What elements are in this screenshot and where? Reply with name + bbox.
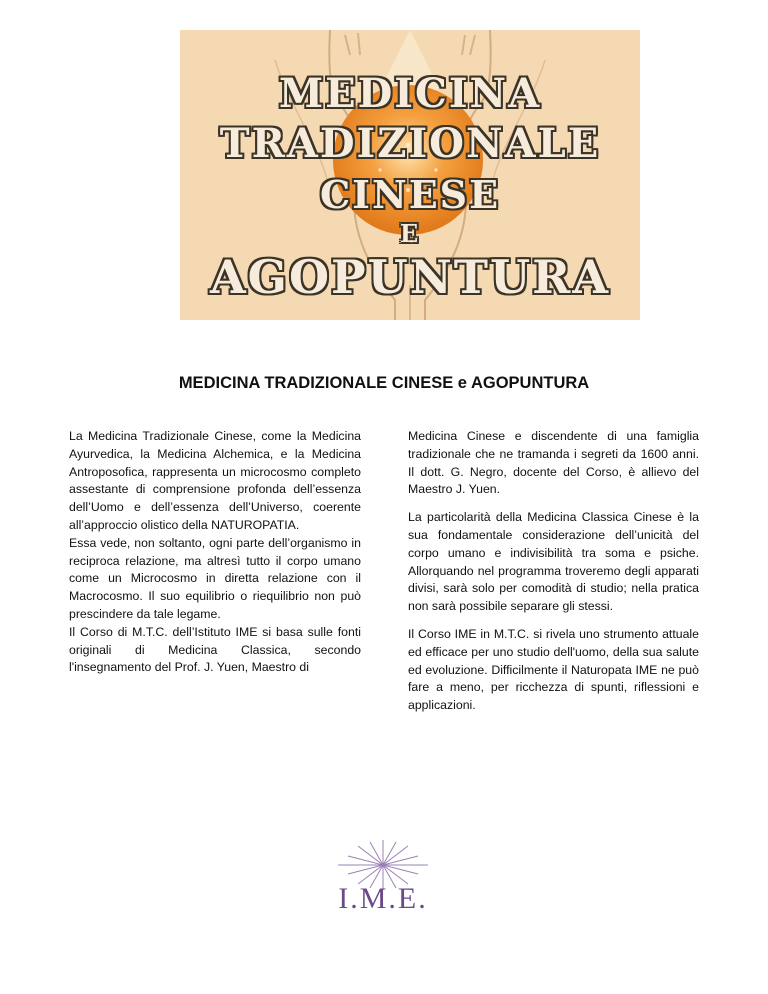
- banner-title: [180, 30, 640, 320]
- banner-title-line: AGOPUNTURA: [209, 250, 611, 304]
- paragraph: Il Corso IME in M.T.C. si rivela uno strumento attuale ed efficace per uno studio dell'uomo, della sua salute ed evoluzione. Difficilmente il Naturopata IME ne può fare a meno, per ricchezza di spunti, riflessioni e applicazioni.: [408, 626, 699, 713]
- paragraph: La particolarità della Medicina Classica Cinese è la sua fondamentale considerazione dell’unicità del corpo umano e indivisibilità tra soma e psiche. Allorquando nel programma troveremo degli apparati divisi, sarà solo per comodità di studio; nella pratica non sarà possibile separare gli stessi.: [408, 510, 699, 614]
- paragraph: Il Corso di M.T.C. dell’Istituto IME si basa sulle fonti originali di Medicina Classica, secondo l'insegnamento del Prof. J. Yuen, Maestro di: [69, 624, 361, 675]
- banner-title-line: E: [399, 219, 421, 248]
- left-column: [69, 428, 361, 677]
- paragraph: Medicina Cinese e discendente di una famiglia tradizionale che ne tramanda i segreti da 1600 anni. Il dott. G. Negro, docente del Corso, è allievo del Maestro J. Yuen.: [408, 429, 699, 497]
- logo-text: I.M.E.: [338, 882, 428, 915]
- banner-title-line: CINESE: [319, 172, 501, 217]
- paragraph: La Medicina Tradizionale Cinese, come la Medicina Ayurvedica, la Medicina Alchemica, e la Medicina Antroposofica, rappresenta un microcosmo completo assestante di comprensione profonda dell’essenza dell’Uomo e dell’essenza dell’Universo, coerente all’approccio olistico della NATUROPATIA.: [69, 429, 361, 532]
- right-column: [408, 428, 699, 725]
- banner-title-line: MEDICINA: [278, 70, 542, 117]
- header-banner: [180, 30, 640, 320]
- banner-title-line: TRADIZIONALE: [219, 120, 601, 167]
- paragraph: Essa vede, non soltanto, ogni parte dell’organismo in reciproca relazione, ma altresì tutto il corpo umano come un Microcosmo in diretta relazione con il Macrocosmo. Il suo equilibrio o riequilibrio non può prescindere da tale legame.: [69, 535, 361, 621]
- ime-logo: [318, 838, 448, 918]
- page-title: MEDICINA TRADIZIONALE CINESE e AGOPUNTURA: [178, 374, 590, 392]
